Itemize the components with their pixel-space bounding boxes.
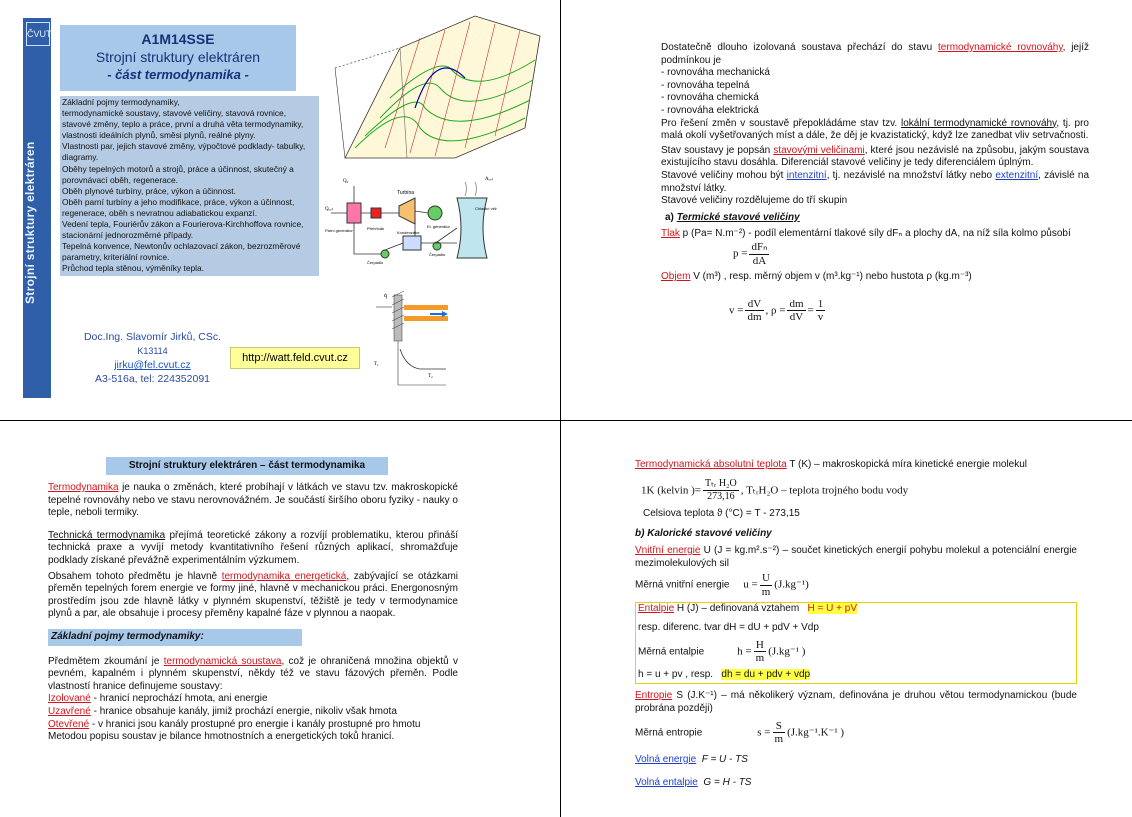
label-q-wall: q̇ xyxy=(384,293,387,299)
paragraph-volna-entalpie: Volná entalpie G = H - TS xyxy=(635,777,752,789)
equilibrium-text xyxy=(661,42,1089,324)
paragraph-tlak: Tlak p (Pa= N.m⁻²) - podíl elementární tlakové síly dFₙ a plochy dA, na níž síla kolmo působí xyxy=(661,228,1071,240)
link-volna-energie[interactable]: Volná energie xyxy=(635,753,697,765)
label-t1: T₁ xyxy=(374,362,379,367)
label-q-out: Qₒᵤₜ xyxy=(325,207,334,212)
paragraph-obsah: Obsahem tohoto předmětu je hlavně termodynamika energetická, zabývající se otázkami přeměn tepelných forem energie ve formy jiné, hlavně v mechanickou práci. Energonosným prostředím jsou zde hlavně látky v plynném skupenství, těžiště je tedy v termodynamice plynů a par, ale obsahuje i procesy přeměny kapalné fáze v plynnou a naopak. xyxy=(48,570,458,620)
formula-entalpie: H = U + pV xyxy=(807,603,858,615)
system-type-uzavrene: Uzavřené - hranice obsahuje kanály, jimiž prochází energie, nikoliv však hmota xyxy=(48,705,397,717)
system-type-izolovane: Izolované - hranicí neprochází hmota, ani energie xyxy=(48,693,268,705)
steam-property-surface-diagram xyxy=(325,8,550,168)
link-termodynamika[interactable]: Termodynamika xyxy=(48,482,119,493)
label-parni-generator: Parní generátor xyxy=(325,228,353,233)
system-type-otevrene: Otevřené - v hranici jsou kanály prostupné pro energie i kanály prostupné pro hmotu xyxy=(48,718,421,730)
entalpie-diferencial: resp. diferenc. tvar dH = dU + pdV + Vdp xyxy=(638,621,819,633)
label-turbina: Turbína xyxy=(397,190,415,196)
paragraph-absolutni-teplota: Termodynamická absolutní teplota T (K) – makroskopická míra kinetické energie molekul xyxy=(635,459,1028,470)
paragraph-entalpie: Entalpie H (J) – definovaná vztahem H = U + pV xyxy=(638,603,858,615)
course-title-box xyxy=(60,25,296,91)
slide-equilibrium xyxy=(561,0,1132,420)
paragraph-termodynamika: Termodynamika je nauka o změnách, které probíhají v látkách ve stavu tzv. makroskopické tepelné rovnováhy nebo ve stavu nerovnovážném. Je součástí širšího oboru fyziky - nauky o teple, neboli termiky. xyxy=(48,482,458,519)
equation-merna-entalpie: Měrná entalpie h = $\frac{H}{m}$ (J.kg⁻¹ ) xyxy=(638,638,806,665)
list-item: - rovnováha tepelná xyxy=(661,79,750,91)
author-info xyxy=(70,330,235,386)
author-office: A3-516a, tel: 224352091 xyxy=(94,373,210,385)
list-item: - rovnováha mechanická xyxy=(661,67,770,79)
slide-caloric-variables xyxy=(561,421,1132,817)
caloric-text xyxy=(635,459,1077,790)
course-subtitle: - část termodynamika - xyxy=(107,67,249,82)
author-name: Doc.Ing. Slavomír Jirků, CSc. xyxy=(83,331,222,343)
course-name: Strojní struktury elektráren xyxy=(95,49,261,65)
course-url-link[interactable]: http://watt.feld.cvut.cz xyxy=(230,347,360,369)
link-termodynamicke-rovnovahy[interactable]: termodynamické rovnováhy xyxy=(938,42,1063,53)
link-termodynamicka-soustava[interactable]: termodynamická soustava xyxy=(163,655,282,667)
slide-title xyxy=(0,0,560,420)
paragraph-vnitrni-energie: Vnitřní energie U (J = kg.m².s⁻²) – součet kinetických energií pohybu molekul a potenciální energie mezimolekulových sil xyxy=(635,544,1077,569)
equation-merna-vnitrni-energie: Měrná vnitřní energie u = $\frac{U}{m}$ (J.kg⁻¹) xyxy=(635,572,809,598)
list-item: - rovnováha elektrická xyxy=(661,104,759,116)
topic-item: Průchod tepla stěnou, výměníky tepla. xyxy=(62,263,204,274)
topic-item: Oběh parní turbíny a jeho modifikace, práce, výkon a účinnost, regenerace, oběh s nevratnou adiabatickou expanzí. xyxy=(62,196,295,218)
equation-celsius: Celsiova teplota ϑ (°C) = T - 273,15 xyxy=(643,507,800,519)
equation-merna-entropie: Měrná entropie s = $\frac{S}{m}$ (J.kg⁻¹.K⁻¹ ) xyxy=(635,719,845,746)
link-uzavrene[interactable]: Uzavřené xyxy=(48,705,91,717)
equation-volume-density: v = $\frac{dV}{dm}$ , ρ = $\frac{dm}{dV}$ = $\frac{1}{v}$ xyxy=(729,297,824,324)
paragraph-predmet: Předmětem zkoumání je termodynamická soustava, což je ohraničená množina objektů v pevném, kapalném i plynném skupenství, někdy též ve stavu fázových přeměn. Podle vlastností hranice definujeme soustavy: xyxy=(48,655,458,692)
paragraph-groups: Stavové veličiny rozdělujeme do tří skupin xyxy=(661,195,848,207)
link-entropie[interactable]: Entropie xyxy=(635,690,673,702)
topic-item: Oběhy tepelných motorů a strojů, práce a účinnost, skutečný a porovnávací oběh, regenerace. xyxy=(62,163,294,185)
author-email-link[interactable]: jirku@fel.cvut.cz xyxy=(114,359,191,371)
heat-wall-diagram xyxy=(370,285,450,389)
paragraph-local-equilibrium: Pro řešení změn v soustavě přepokládáme stav tzv. lokální termodynamické rovnováhy, tj. pro malá okolí vyšetřovaných míst a dále, že děj je kvazistatický, když lze zanedbat vliv setrvačnosti. xyxy=(661,117,1089,142)
label-chladici-vez: Chladicí věž xyxy=(475,206,497,211)
link-izolovane[interactable]: Izolované xyxy=(48,693,91,705)
topic-item: termodynamické soustavy, stavové veličiny, stavová rovnice, stavové změny, teplo a práce, první a druhá věta termodynamiky, vlastnosti ideálních plynů, směsi plynů, reálné plyny. xyxy=(62,108,304,141)
topic-item: Základní pojmy termodynamiky, xyxy=(62,97,180,107)
label-q-in: Q₀ xyxy=(343,179,349,184)
paragraph-intensive-extensive: Stavové veličiny mohou být intenzitní, tj. nezávislé na množství látky nebo extenzitní, závislé na množství látky. xyxy=(661,169,1090,194)
link-stavove-veliciny[interactable]: stavovými veličinami xyxy=(773,144,865,156)
label-t2: T₂ xyxy=(428,374,433,379)
link-otevrene[interactable]: Otevřené xyxy=(48,718,90,730)
subheading-zakladni-pojmy: Základní pojmy termodynamiky: xyxy=(48,629,302,646)
enthalpy-box xyxy=(635,602,1077,684)
intro-text xyxy=(48,482,458,744)
link-intenzitni[interactable]: intenzitní xyxy=(786,169,827,181)
link-lokalni-rovnovahy[interactable]: lokální termodynamické rovnováhy xyxy=(901,117,1057,129)
topic-item: Vlastnosti par, jejich stavové změny, výpočtové podklady- tabulky, diagramy. xyxy=(62,141,306,163)
list-item: - rovnováha chemická xyxy=(661,92,759,104)
equation-pressure: p = $\frac{\text{dFₙ}}{dA}$ xyxy=(733,240,768,267)
link-objem[interactable]: Objem xyxy=(661,271,691,283)
link-absolutni-teplota[interactable]: Termodynamická absolutní teplota xyxy=(635,459,787,470)
course-code: A1M14SSE xyxy=(141,31,215,47)
section-termicke: a) Termické stavové veličiny xyxy=(665,211,800,223)
label-generator: El. generátor xyxy=(427,224,450,229)
paragraph-metoda: Metodou popisu soustav je bilance hmotnostních a energetických toků hranicí. xyxy=(48,731,395,743)
power-plant-schematic xyxy=(325,168,505,278)
link-termodynamika-energeticka[interactable]: termodynamika energetická xyxy=(221,570,347,582)
section-kaloricke: b) Kalorické stavové veličiny xyxy=(635,528,772,540)
label-prehrivak: Přehřívák xyxy=(367,226,385,231)
link-entalpie[interactable]: Entalpie xyxy=(638,603,675,615)
paragraph-equilibrium: Dostatečně dlouho izolovaná soustava přechází do stavu termodynamické rovnováhy, jejíž podmínkou je xyxy=(661,42,1089,66)
label-cerpadlo-1: Čerpadlo xyxy=(367,260,384,265)
link-tlak[interactable]: Tlak xyxy=(661,228,680,240)
paragraph-entropie: Entropie S (J.K⁻¹) – má několikerý význam, definována je druhou větou termodynamickou (bude probrána později) xyxy=(635,690,1077,714)
equation-h: h = u + pv , resp. dh = du + pdv + vdp xyxy=(638,668,811,680)
topic-item: Oběh plynové turbíny, práce, výkon a účinnost. xyxy=(62,185,236,196)
topic-item: Vedení tepla, Fouriérův zákon a Fourierova-Kirchhoffova rovnice, stacionární jednorozměrné případy. xyxy=(62,219,304,241)
paragraph-objem: Objem V (m³) , resp. měrný objem v (m³.kg⁻¹) nebo hustota ρ (kg.m⁻³) xyxy=(661,271,972,283)
sidebar-title: Strojní struktury elektráren xyxy=(23,141,37,305)
link-vnitrni-energie[interactable]: Vnitřní energie xyxy=(635,544,701,556)
topic-item: Tepelná konvence, Newtonův ochlazovací zákon, bezrozměrové parametry, kriteriální rovnice. xyxy=(62,241,301,263)
paragraph-volna-energie: Volná energie F = U - TS xyxy=(635,753,748,765)
author-department: K13114 xyxy=(137,346,168,356)
label-a-out: Aₒᵤₜ xyxy=(485,177,494,182)
formula-dh: dh = du + pdv + vdp xyxy=(721,668,811,680)
equation-kelvin: 1K (kelvin )= $\frac{\text{Tₜᵣ H₂O}}{273,16}$ , TₜᵣH₂O – teplota trojného bodu vody xyxy=(641,477,909,503)
topics-list xyxy=(60,96,319,276)
link-extenzitni[interactable]: extenzitní xyxy=(995,169,1039,181)
university-logo: ČVUT xyxy=(26,22,50,46)
label-cerpadlo-2: Čerpadlo xyxy=(429,252,446,257)
slide-heading: Strojní struktury elektráren – část termodynamika xyxy=(106,457,388,475)
slide-introduction xyxy=(0,421,560,817)
paragraph-state-variables: Stav soustavy je popsán stavovými veličinami, které jsou nezávislé na způsobu, jakým soustava existujícího stavu dosáhla. Diferenciál stavové veličiny je tedy diferenciálem úplným. xyxy=(661,144,1089,169)
label-kondenzator: Kondenzátor xyxy=(397,230,420,235)
link-volna-entalpie[interactable]: Volná entalpie xyxy=(635,777,698,789)
paragraph-technicka: Technická termodynamika přejímá teoretické zákony a rozvíjí problematiku, kterou přináší technická praxe a vyvíjí metody kvantitativního řešení různých aplikací, shromažďuje podklady získané převážně experimentálním výzkumem. xyxy=(48,529,458,566)
link-technicka-termodynamika[interactable]: Technická termodynamika xyxy=(48,529,166,541)
sidebar-banner xyxy=(23,18,51,398)
